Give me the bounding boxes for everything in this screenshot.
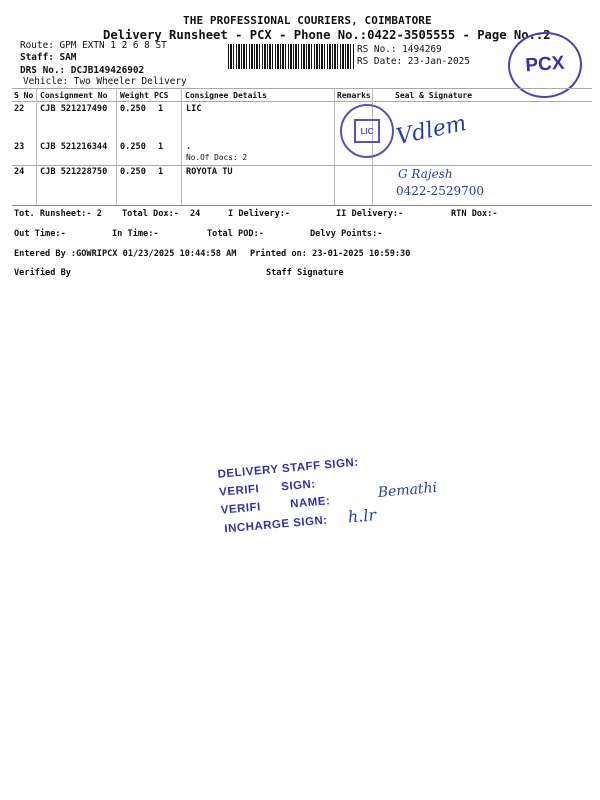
cell-consignee: LIC — [186, 104, 202, 114]
delvy-points: Delvy Points:- — [310, 229, 383, 239]
handwritten-name: G Rajesh — [398, 167, 453, 181]
stamp-line-verifier-name: VERIFI NAME: — [220, 495, 331, 517]
handwritten-incharge-sign: h.lr — [347, 505, 377, 527]
cell-weight: 0.250 — [120, 104, 146, 114]
cell-weight: 0.250 — [120, 142, 146, 152]
cell-docs-note: No.Of Docs: 2 — [186, 153, 248, 162]
col-header-consignee: Consignee Details — [185, 91, 267, 100]
col-header-pcs: PCS — [154, 91, 169, 100]
signature-mark: Vdlem — [394, 110, 469, 151]
total-dox-value: 24 — [190, 209, 201, 219]
handwritten-phone: 0422-2529700 — [396, 184, 485, 198]
cell-consignee: ROYOTA TU — [186, 167, 233, 177]
stamp-line-incharge: INCHARGE SIGN: — [223, 514, 329, 536]
cell-consignment: CJB 521216344 — [40, 142, 108, 152]
total-pod: Total POD:- — [207, 229, 264, 239]
col-divider — [116, 88, 117, 205]
col-divider — [181, 88, 182, 205]
cell-pcs: 1 — [158, 142, 164, 152]
verification-stamp — [217, 443, 493, 546]
col-header-remarks: Remarks — [337, 91, 371, 100]
cell-consignment: CJB 521217490 — [40, 104, 108, 114]
vehicle-label: Vehicle: Two Wheeler Delivery — [23, 76, 187, 87]
staff-signature: Staff Signature — [266, 268, 344, 278]
handwritten-verifier-name: Bemathi — [377, 479, 438, 501]
total-dox-label: Total Dox:- — [122, 209, 179, 219]
row-divider — [12, 165, 592, 166]
rs-date: RS Date: 23-Jan-2025 — [357, 56, 470, 67]
barcode — [228, 44, 354, 69]
cell-consignee: . — [186, 142, 192, 152]
out-time: Out Time:- — [14, 229, 66, 239]
cell-weight: 0.250 — [120, 167, 146, 177]
verified-by: Verified By — [14, 268, 71, 278]
company-title: THE PROFESSIONAL COURIERS, COIMBATORE — [183, 14, 432, 27]
cell-pcs: 1 — [158, 167, 164, 177]
col-header-weight: Weight — [120, 91, 149, 100]
lic-seal: LIC — [340, 104, 394, 158]
drs-number: DRS No.: DCJB149426902 — [20, 65, 145, 76]
cell-consignment: CJB 521228750 — [40, 167, 108, 177]
rs-number: RS No.: 1494269 — [357, 44, 442, 55]
col-header-consignment: Consignment No — [40, 91, 108, 100]
table-bottom-border — [12, 205, 592, 206]
col-divider — [36, 88, 37, 205]
total-runsheet: Tot. Runsheet:- 2 — [14, 209, 102, 219]
cell-sno: 23 — [14, 142, 25, 152]
rtn-dox: RTN Dox:- — [451, 209, 498, 219]
staff-label: Staff: SAM — [20, 52, 77, 63]
route-label: Route: GPM EXTN 1 2 6 8 ST — [20, 40, 167, 51]
ii-delivery: II Delivery:- — [336, 209, 404, 219]
stamp-line-delivery-staff: DELIVERY STAFF SIGN: — [217, 456, 360, 481]
pcx-stamp: PCX — [506, 29, 584, 100]
col-header-sno: S No — [14, 91, 34, 100]
cell-sno: 22 — [14, 104, 25, 114]
entered-by: Entered By :GOWRIPCX 01/23/2025 10:44:58 AM — [14, 249, 237, 259]
col-header-seal: Seal & Signature — [395, 91, 473, 100]
cell-sno: 24 — [14, 167, 25, 177]
runsheet-subtitle: Delivery Runsheet - PCX - Phone No.:0422-3505555 - Page No.:2 — [103, 28, 551, 42]
stamp-line-verifier-sign: VERIFI SIGN: — [218, 478, 317, 499]
printed-on: Printed on: 23-01-2025 10:59:30 — [250, 249, 411, 259]
in-time: In Time:- — [112, 229, 159, 239]
col-divider — [334, 88, 335, 205]
table-top-border — [12, 88, 592, 89]
i-delivery: I Delivery:- — [228, 209, 291, 219]
cell-pcs: 1 — [158, 104, 164, 114]
table-header-border — [12, 101, 592, 102]
